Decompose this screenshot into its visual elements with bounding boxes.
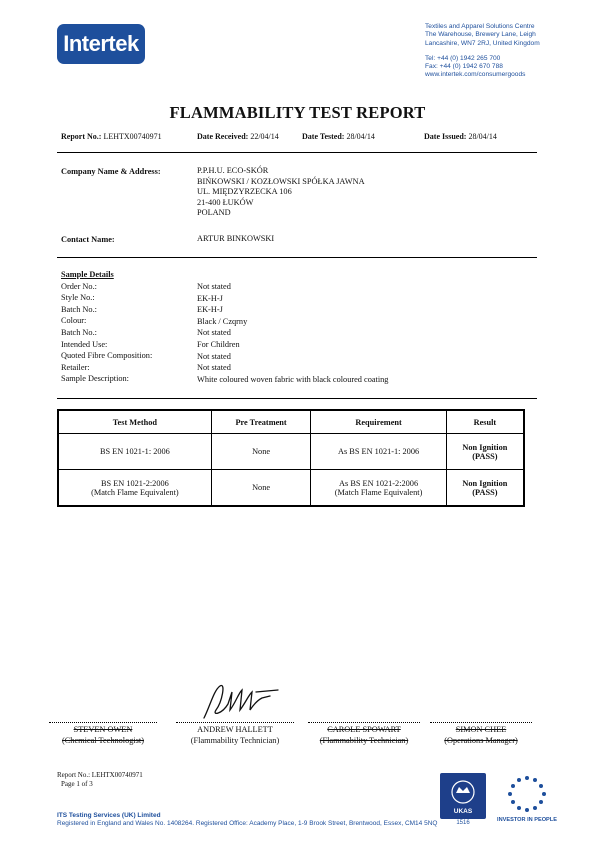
company-line: 21-400 ŁUKÓW — [197, 197, 254, 207]
sample-label: Quoted Fibre Composition: — [61, 351, 153, 361]
sample-label: Style No.: — [61, 293, 95, 303]
company-address — [197, 166, 365, 219]
table-row — [58, 434, 524, 470]
investor-in-people-label: INVESTOR IN PEOPLE — [497, 817, 557, 823]
sample-value: Not stated — [197, 351, 231, 361]
sample-label: Intended Use: — [61, 339, 108, 349]
contact-label: Contact Name: — [61, 235, 115, 244]
sample-values — [197, 281, 388, 385]
sample-value: EK-H-J — [197, 305, 223, 315]
test-method-cell: BS EN 1021-2:2006 (Match Flame Equivalent) — [58, 470, 211, 507]
divider — [57, 398, 537, 399]
fax-line: Fax: +44 (0) 1942 670 788 — [425, 63, 503, 71]
lab-address — [425, 23, 540, 80]
crown-icon — [440, 773, 486, 819]
sample-value: Not stated — [197, 328, 231, 338]
divider — [57, 152, 537, 153]
signature-line — [49, 722, 157, 723]
signatory-name: STEVEN OWEN — [73, 725, 133, 734]
signatory-role: (Operations Manager) — [444, 736, 518, 745]
signatory-carole-spowart — [308, 724, 420, 746]
table-header-row — [58, 410, 524, 434]
sample-value: Not stated — [197, 282, 231, 291]
column-header: Test Method — [58, 410, 211, 434]
sample-label: Order No.: — [61, 281, 97, 291]
sample-labels — [61, 269, 152, 385]
table-row — [58, 470, 524, 507]
company-line: P.P.H.U. ECO-SKÓR — [197, 166, 269, 175]
pre-treatment-cell: None — [211, 470, 311, 507]
footer-company — [57, 812, 437, 828]
sample-value: For Children — [197, 339, 240, 349]
sample-label: Batch No.: — [61, 327, 97, 337]
company-name: ITS Testing Services (UK) Limited — [57, 812, 161, 819]
date-received: Date Received: 22/04/14 — [197, 132, 279, 141]
signatory-role: (Flammability Technician) — [319, 736, 409, 745]
signatory-steven-owen — [49, 724, 157, 746]
address-line: The Warehouse, Brewery Lane, Leigh — [425, 31, 536, 39]
signature-image — [196, 680, 286, 724]
signatory-simon-chee — [430, 724, 532, 746]
signatory-role: (Chemical Technologist) — [62, 736, 144, 745]
sample-heading: Sample Details — [61, 270, 114, 279]
company-line: UL. MIĘDZYRZECKA 106 — [197, 187, 292, 196]
footer-report-number: Report No.: LEHTX00740971 — [57, 771, 143, 779]
column-header: Pre Treatment — [211, 410, 311, 434]
company-line: BIŃKOWSKI / KOZŁOWSKI SPÓŁKA JAWNA — [197, 176, 365, 186]
signature-line — [430, 722, 532, 723]
sample-label: Retailer: — [61, 362, 90, 372]
sample-label: Batch No.: — [61, 304, 97, 314]
sample-value: White coloured woven fabric with black coloured coating — [197, 374, 389, 384]
report-number: Report No.: LEHTX00740971 — [61, 132, 162, 141]
test-method-cell: BS EN 1021-1: 2006 — [58, 434, 211, 470]
signatory-name: ANDREW HALLETT — [197, 725, 273, 734]
requirement-cell: As BS EN 1021-1: 2006 — [311, 434, 446, 470]
phone-line: Tel: +44 (0) 1942 265 700 — [425, 54, 501, 62]
sample-value: EK-H-J — [197, 293, 223, 303]
signatory-role: (Flammability Technician) — [190, 736, 280, 745]
report-title: FLAMMABILITY TEST REPORT — [169, 103, 426, 122]
date-issued: Date Issued: 28/04/14 — [424, 132, 497, 141]
signatory-name: CAROLE SPOWART — [327, 725, 401, 734]
sample-label: Colour: — [61, 316, 87, 326]
requirement-cell: As BS EN 1021-2:2006 (Match Flame Equivalent) — [311, 470, 446, 507]
contact-name: ARTUR BINKOWSKI — [197, 234, 275, 243]
sample-value: Not stated — [197, 363, 231, 373]
pre-treatment-cell: None — [211, 434, 311, 470]
signature-line — [176, 722, 294, 723]
page-number: Page 1 of 3 — [61, 779, 93, 788]
result-cell: Non Ignition (PASS) — [446, 434, 524, 470]
result-cell: Non Ignition (PASS) — [446, 470, 524, 507]
divider — [57, 257, 537, 258]
sample-label: Sample Description: — [61, 374, 129, 384]
intertek-logo: Intertek — [57, 24, 145, 64]
column-header: Result — [446, 410, 524, 434]
column-header: Requirement — [311, 410, 446, 434]
registration-text: Registered in England and Wales No. 1408264. Registered Office: Academy Place, 1-9 Brook Street, Brentwood, Essex, CM14 5NQ — [57, 820, 438, 827]
ukas-text: UKAS — [453, 808, 473, 815]
test-results-table — [57, 409, 525, 507]
signatory-andrew-hallett — [176, 724, 294, 746]
address-line: Textiles and Apparel Solutions Centre — [425, 23, 535, 30]
signature-line — [308, 722, 420, 723]
company-line: POLAND — [197, 208, 231, 217]
investor-in-people-icon — [500, 772, 554, 818]
company-label: Company Name & Address: — [61, 167, 161, 176]
signatory-name: SIMON CHEE — [455, 725, 507, 734]
sample-value: Black / Czqrny — [197, 316, 248, 326]
footer-report-info — [57, 771, 143, 788]
website-line: www.intertek.com/consumergoods — [425, 71, 526, 79]
ukas-logo — [440, 773, 486, 819]
ukas-number: 1516 — [456, 820, 470, 826]
address-line: Lancashire, WN7 2RJ, United Kingdom — [425, 39, 540, 47]
date-tested: Date Tested: 28/04/14 — [302, 132, 375, 141]
